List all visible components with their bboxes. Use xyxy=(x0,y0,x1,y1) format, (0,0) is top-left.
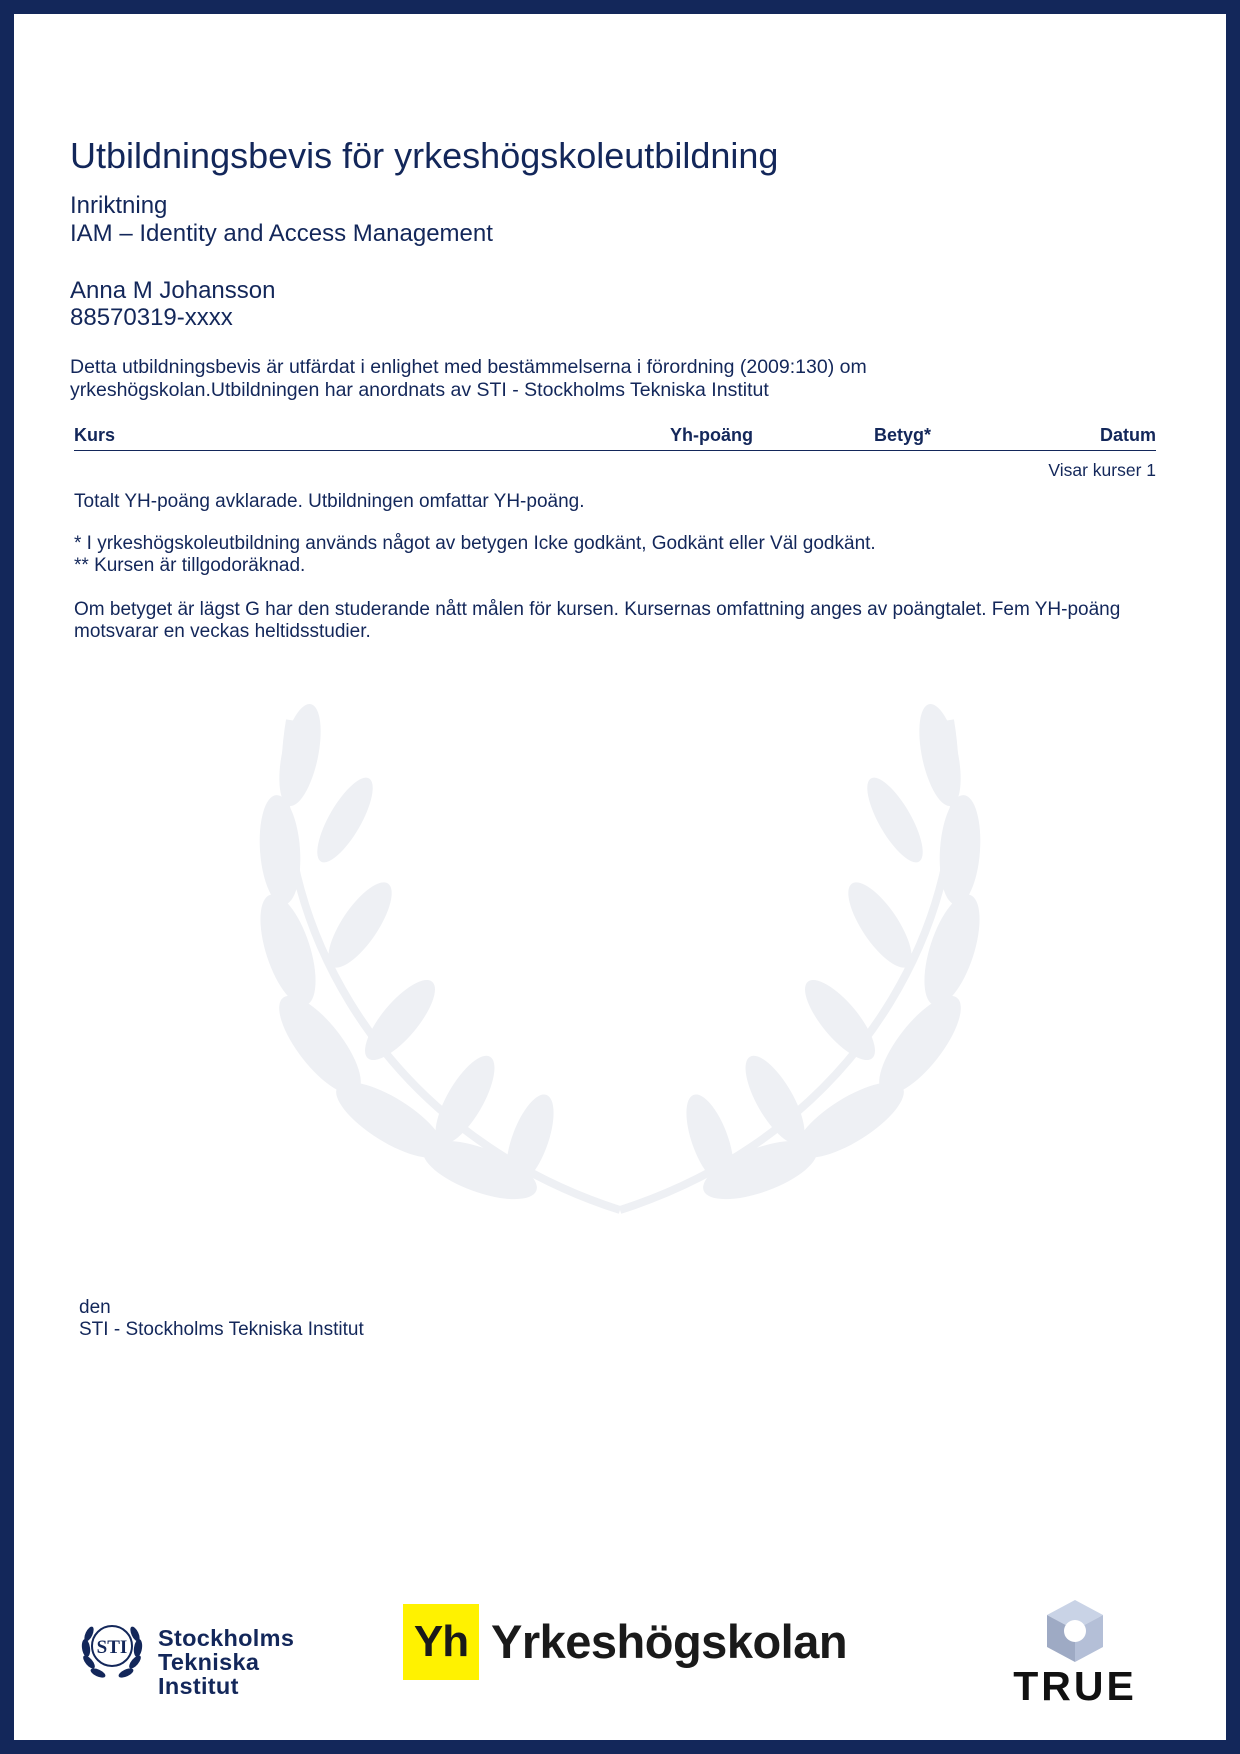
signature-institute: STI - Stockholms Tekniska Institut xyxy=(79,1319,364,1340)
column-header-betyg: Betyg* xyxy=(874,425,932,445)
column-header-kurs: Kurs xyxy=(74,425,116,445)
sti-logo-line1: Stockholms xyxy=(158,1625,295,1651)
intro-text: Detta utbildningsbevis är utfärdat i enlighet med bestämmelserna i förordning (2009:130) om yrkeshögskolan.Utbildningen har anordnats av STI - Stockholms Tekniska Institut xyxy=(70,356,867,401)
page-title: Utbildningsbevis för yrkeshögskoleutbildning xyxy=(70,135,779,176)
student-id: 88570319-xxxx xyxy=(70,304,233,331)
inriktning-label: Inriktning xyxy=(70,192,168,219)
column-header-datum: Datum xyxy=(1099,425,1156,445)
inriktning-value: IAM – Identity and Access Management xyxy=(70,220,493,247)
true-cube-icon xyxy=(1043,1598,1107,1664)
grades-footnote: * I yrkeshögskoleutbildning används något av betygen Icke godkänt, Godkänt eller Väl godkänt. xyxy=(74,533,876,554)
credit-footnote: ** Kursen är tillgodoräknad. xyxy=(74,555,306,576)
sti-seal-icon xyxy=(76,1612,148,1684)
total-points-text: Totalt YH-poäng avklarade. Utbildningen omfattar YH-poäng. xyxy=(74,491,585,512)
showing-courses-label: Visar kurser 1 xyxy=(1048,460,1156,480)
column-header-yh-poang: Yh-poäng xyxy=(670,425,753,445)
sti-seal-text: STI xyxy=(96,1637,128,1658)
true-wordmark: TRUE xyxy=(1013,1663,1137,1709)
grading-explanation: Om betyget är lägst G har den studerande nått målen för kursen. Kursernas omfattning anges av poängtalet. Fem YH-poäng motsvarar en veckas heltidsstudier. xyxy=(74,599,1121,642)
true-logo xyxy=(1010,1598,1140,1710)
sti-logo-line2: Tekniska Institut xyxy=(158,1649,260,1699)
yh-box: Yh xyxy=(403,1604,479,1680)
sti-logo-text xyxy=(158,1626,346,1698)
sti-logo xyxy=(76,1612,346,1699)
course-table-header xyxy=(74,424,1156,451)
student-name: Anna M Johansson xyxy=(70,277,276,304)
yh-wordmark: Yrkeshögskolan xyxy=(491,1615,848,1668)
signature-date: den xyxy=(79,1297,111,1318)
laurel-wreath-icon xyxy=(250,700,990,1220)
